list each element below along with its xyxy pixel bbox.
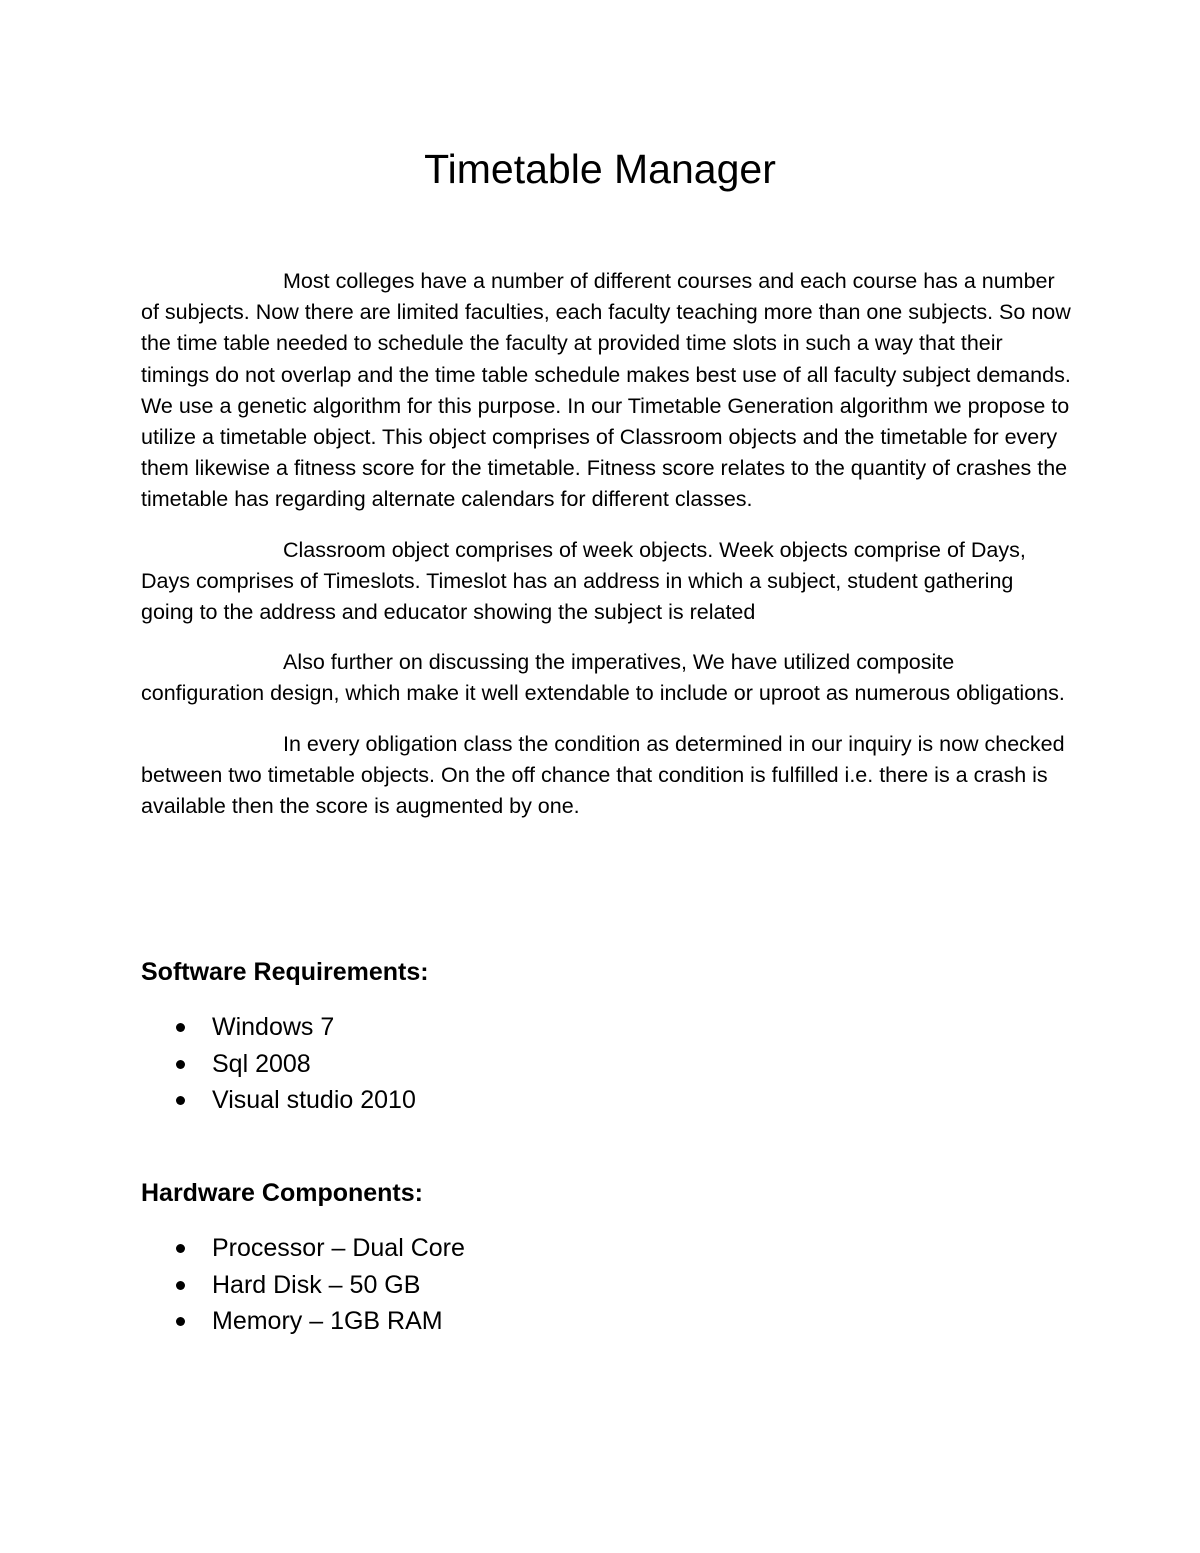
list-item [141, 1267, 465, 1304]
list-item [141, 1046, 416, 1083]
list-item-label: Windows 7 [212, 1013, 335, 1041]
bullet-icon [176, 1281, 185, 1290]
bullet-icon [176, 1096, 185, 1105]
list-item-label: Hard Disk – 50 GB [212, 1270, 421, 1299]
classroom-paragraph: Classroom object comprises of week objects. Week objects comprise of Days, Days comprises of Timeslots. Timeslot has an address in which a subject, student gathering going to the address and educator showing the subject is related [141, 537, 1026, 625]
software-requirements-list [141, 1009, 416, 1119]
intro-paragraph: Most colleges have a number of different courses and each course has a number of subjects. Now there are limited faculties, each faculty teaching more than one subjects. So now the time table needed to schedule the faculty at provided time slots in such a way that their timings do not overlap and the time table schedule makes best use of all faculty subject demands. We use a genetic algorithm for this purpose. In our Timetable Generation algorithm we propose to utilize a timetable object. This object comprises of Classroom objects and the timetable for every them likewise a fitness score for the timetable. Fitness score relates to the quantity of crashes the timetable has regarding alternate calendars for different classes. [141, 269, 1071, 512]
bullet-icon [176, 1060, 185, 1069]
list-item [141, 1303, 465, 1340]
document-body [141, 266, 1071, 841]
list-item-label: Sql 2008 [212, 1049, 311, 1078]
bullet-icon [176, 1023, 185, 1032]
obligation-paragraph: In every obligation class the condition as determined in our inquiry is now checked between two timetable objects. On the off chance that condition is fulfilled i.e. there is a crash is available then the score is augmented by one. [141, 731, 1065, 819]
list-item-label: Visual studio 2010 [212, 1086, 416, 1114]
bullet-icon [176, 1244, 185, 1253]
constraints-paragraph: Also further on discussing the imperatives, We have utilized composite configuration design, which make it well extendable to include or uproot as numerous obligations. [141, 650, 1065, 706]
page-title: Timetable Manager [424, 146, 776, 192]
hardware-components-heading: Hardware Components: [141, 1179, 423, 1207]
software-requirements-heading: Software Requirements: [141, 958, 429, 986]
list-item-label: Memory – 1GB RAM [212, 1307, 443, 1335]
list-item [141, 1009, 416, 1046]
bullet-icon [176, 1317, 185, 1326]
list-item [141, 1230, 465, 1267]
list-item-label: Processor – Dual Core [212, 1234, 465, 1262]
hardware-components-list [141, 1230, 465, 1340]
list-item [141, 1082, 416, 1119]
